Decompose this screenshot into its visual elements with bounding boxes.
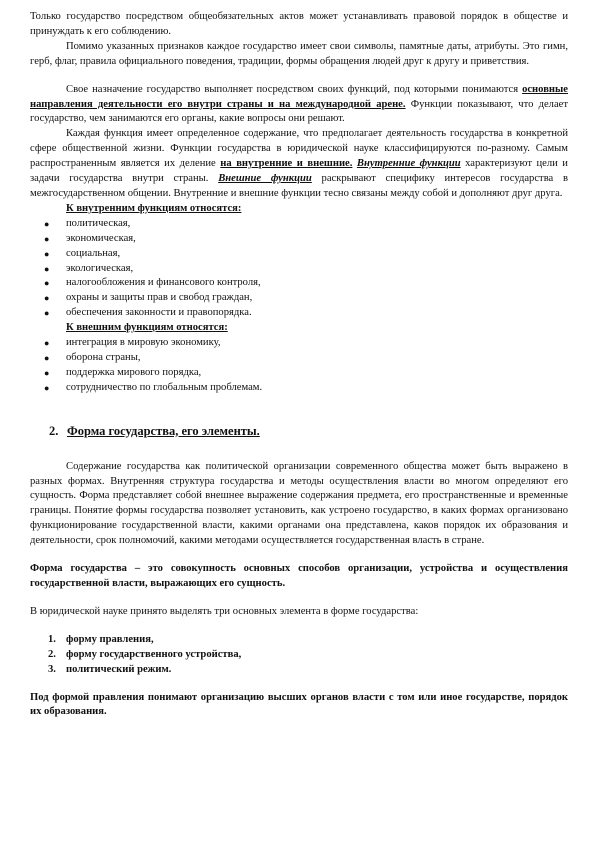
functions-text: Свое назначение государство выполняет посредством своих функций, под которыми понимаются [66, 83, 523, 95]
list-item [30, 633, 568, 648]
list-item-text: политический режим. [66, 663, 172, 675]
section-title-text: Форма государства, его элементы. [67, 423, 260, 438]
external-functions-list [30, 336, 568, 396]
list-item [30, 336, 568, 351]
list-item [30, 351, 568, 366]
list-number: 3. [48, 663, 56, 675]
functions-definition: основные направления деятельности его внутри страны и на международной арене. [30, 83, 568, 110]
functions-text: раскрывают специфику интересов государства в межгосударственном общении. Внутренние и внешние функции тесно связаны между собой и дополняют друг друга. [30, 173, 568, 199]
functions-paragraph-1 [30, 83, 568, 128]
section-number: 2. [49, 423, 59, 438]
list-number: 2. [48, 648, 56, 660]
list-item [30, 232, 568, 247]
list-item [30, 648, 568, 663]
bullet-icon: ● [44, 263, 50, 274]
form-definition: Форма государства – это совокупность основных способов организации, устройства и осуществления государственной власти, выражающих его сущность. [30, 563, 568, 589]
internal-functions-heading: К внутренним функциям относятся: [66, 202, 242, 214]
list-item [30, 366, 568, 381]
document-page [30, 10, 568, 720]
list-number: 1. [48, 633, 56, 645]
bullet-icon: ● [44, 382, 50, 393]
functions-paragraph-2 [30, 127, 568, 202]
functions-text: Функции показывают, что делает государство, чем занимаются его органы, какие вопросы они решают. [30, 98, 568, 125]
intro-paragraph-1: Только государство посредством общеобязательных актов может устанавливать правовой порядок в обществе и принуждать к его соблюдению. [30, 11, 568, 37]
external-functions-heading: К внешним функциям относятся: [66, 322, 228, 334]
list-item [30, 276, 568, 291]
list-item-text: охраны и защиты прав и свобод граждан, [66, 292, 253, 304]
list-item [30, 306, 568, 321]
list-item-text: оборона страны, [66, 351, 141, 363]
list-item [30, 262, 568, 277]
functions-division: на внутренние и внешние. [220, 158, 353, 170]
bullet-icon: ● [44, 352, 50, 363]
list-item-text: форму государственного устройства, [66, 648, 242, 660]
list-item [30, 247, 568, 262]
list-item-text: форму правления, [66, 633, 154, 645]
list-item-text: поддержка мирового порядка, [66, 366, 202, 378]
list-item [30, 217, 568, 232]
list-item [30, 381, 568, 396]
list-item-text: сотрудничество по глобальным проблемам. [66, 381, 263, 393]
list-item-text: социальная, [66, 247, 121, 259]
list-item-text: налогообложения и финансового контроля, [66, 277, 261, 289]
elements-intro: В юридической науке принято выделять три основных элемента в форме государства: [30, 605, 419, 617]
government-form-paragraph: Под формой правления понимают организацию высших органов власти с том или иное государстве, порядок их образования. [30, 691, 568, 718]
section-paragraph-1: Содержание государства как политической организации современного общества может быть выражено в разных формах. Внутренняя структура государства и методы осуществления власти во многом определяют его сущность. Форма представляет собой внешнее выражение содержания предмета, его пространственные и временные границы. Понятие формы государства позволяет установить, как устроено государство, в каких формах организовано функционирование государственной власти, какими органами она представлена, каков порядок их образования и деятельности, срок полномочий, какими методами осуществляется государственная власть в стране. [30, 460, 568, 547]
internal-functions-list [30, 217, 568, 321]
internal-functions-term: Внутренние функции [356, 158, 461, 170]
bullet-icon: ● [44, 338, 50, 349]
list-item-text: обеспечения законности и правопорядка. [66, 307, 252, 319]
functions-text: Каждая функция имеет определенное содержание, что предполагает деятельность государства в конкретной сфере общественной жизни. Функции государства в юридической науке классифицируются по-разному. Самым распространенным является их деление [30, 128, 568, 170]
functions-text: характеризуют цели и задачи государства внутри страны. [30, 158, 568, 185]
bullet-icon: ● [44, 278, 50, 289]
external-functions-term: Внешние функции [218, 173, 312, 185]
list-item-text: интеграция в мировую экономику, [66, 337, 221, 349]
list-item-text: экологическая, [66, 262, 134, 274]
intro-paragraph-2: Помимо указанных признаков каждое государство имеет свои символы, памятные даты, атрибуты. Это гимн, герб, флаг, правила официального поведения, традиции, формы обращения людей друг к другу и приветствия. [30, 40, 568, 67]
list-item-text: экономическая, [66, 232, 136, 244]
bullet-icon: ● [44, 218, 50, 229]
list-item [30, 663, 568, 678]
bullet-icon: ● [44, 367, 50, 378]
list-item [30, 291, 568, 306]
bullet-icon: ● [44, 233, 50, 244]
bullet-icon: ● [44, 293, 50, 304]
section-heading [49, 423, 568, 439]
list-item-text: политическая, [66, 217, 131, 229]
elements-list [30, 633, 568, 678]
section-title [49, 423, 568, 439]
bullet-icon: ● [44, 308, 50, 319]
bullet-icon: ● [44, 248, 50, 259]
